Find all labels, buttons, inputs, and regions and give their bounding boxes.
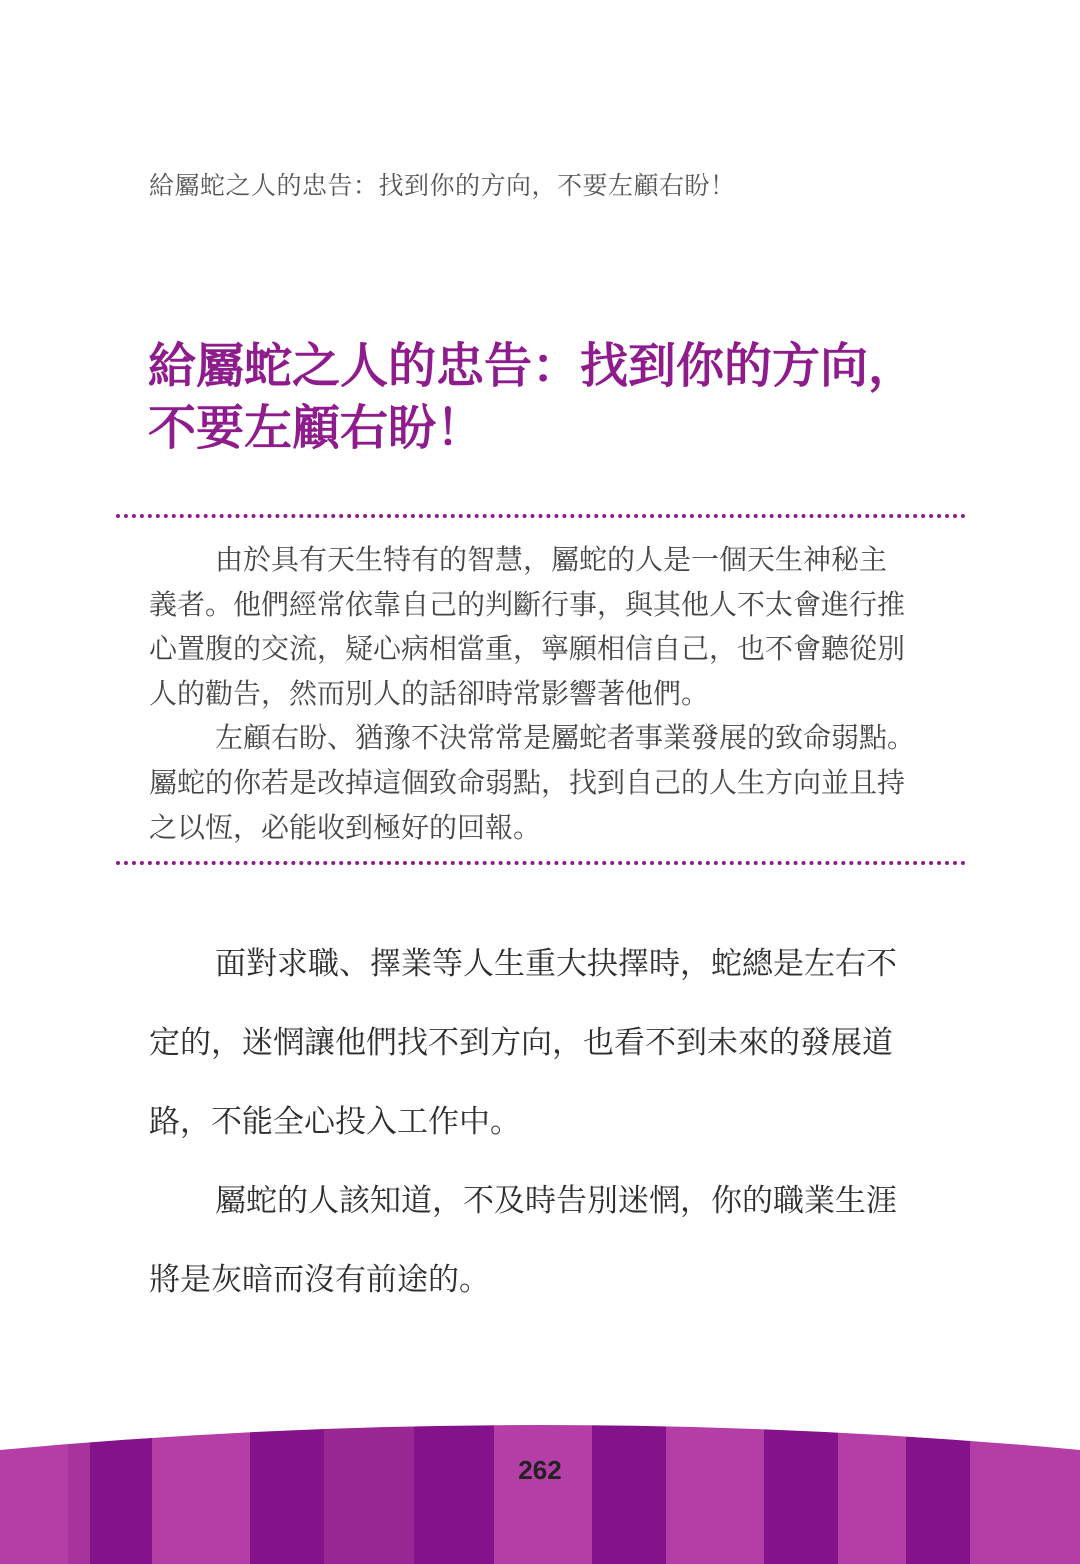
- intro-line: 人的勸告，然而別人的話卻時常影響著他們。: [149, 676, 710, 710]
- top-dotted-divider: [116, 514, 966, 518]
- body-text: [149, 925, 949, 1320]
- intro-line: 由於具有天生特有的智慧，屬蛇的人是一個天生神秘主: [215, 543, 888, 576]
- page-number: 262: [518, 1455, 562, 1485]
- body-line: 路，不能全心投入工作中。: [149, 1104, 521, 1140]
- page-title-line-1: 給屬蛇之人的忠告：找到你的方向，: [148, 338, 917, 394]
- intro-line: 屬蛇的你若是改掉這個致命弱點，找到自己的人生方向並且持: [149, 765, 906, 799]
- intro-line: 心置腹的交流，疑心病相當重，寧願相信自己，也不會聽從別: [149, 632, 906, 666]
- page-title-line-2: 不要左顧右盼！: [148, 400, 485, 456]
- page-title: [148, 335, 968, 459]
- intro-line: 義者。他們經常依靠自己的判斷行事，與其他人不太會進行推: [149, 587, 906, 621]
- intro-line: 之以恆，必能收到極好的回報。: [149, 810, 542, 844]
- body-line: 定的，迷惘讓他們找不到方向，也看不到未來的發展道: [149, 1025, 893, 1061]
- running-header: 給屬蛇之人的忠告：找到你的方向，不要左顧右盼！: [149, 171, 736, 200]
- body-line: 將是灰暗而沒有前途的。: [149, 1262, 490, 1298]
- intro-line: 左顧右盼、猶豫不決常常是屬蛇者事業發展的致命弱點。: [215, 721, 916, 755]
- body-line: 屬蛇的人該知道，不及時告別迷惘，你的職業生涯: [215, 1183, 897, 1219]
- bottom-dotted-divider: [116, 861, 966, 865]
- intro-box: [149, 538, 949, 850]
- body-line: 面對求職、擇業等人生重大抉擇時，蛇總是左右不: [215, 946, 897, 982]
